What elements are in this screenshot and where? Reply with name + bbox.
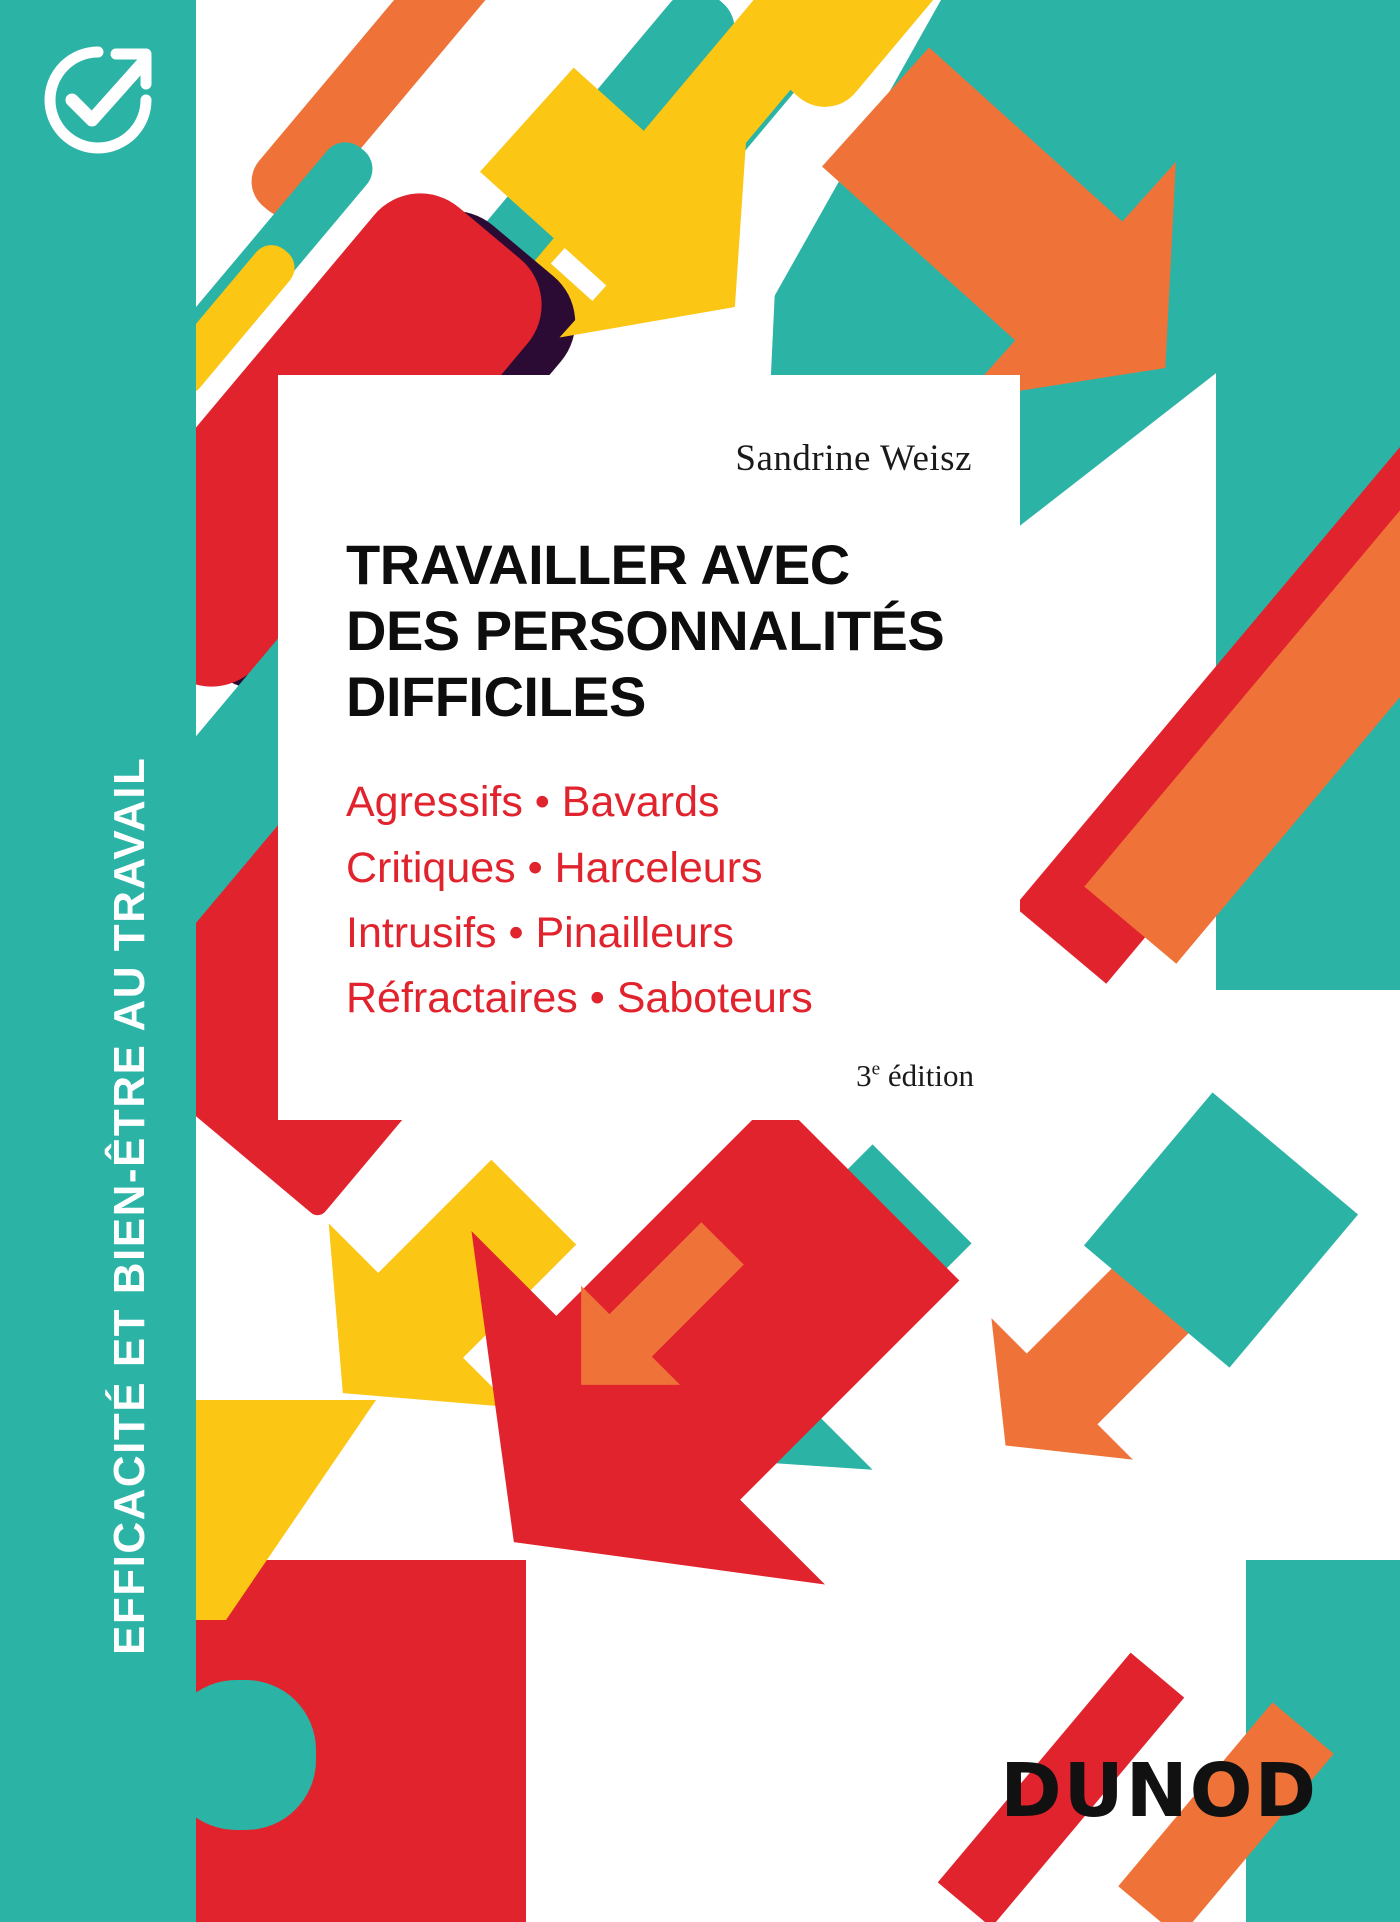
title-line-2: DES PERSONNALITÉS: [346, 599, 945, 663]
title-card: [278, 375, 1020, 1120]
title-line-1: TRAVAILLER AVEC: [346, 533, 850, 596]
subtitle-line-4: Réfractaires • Saboteurs: [346, 974, 813, 1023]
author-name: Sandrine Weisz: [735, 438, 972, 479]
title-line-3: DIFFICILES: [346, 665, 646, 729]
check-circle-arrow-icon: [38, 40, 158, 160]
edition-label: [346, 1058, 980, 1094]
subtitle-line-3: Intrusifs • Pinailleurs: [346, 908, 734, 957]
collection-label: EFFICACITÉ ET BIEN-ÊTRE AU TRAVAIL: [105, 756, 154, 1655]
edition-number: 3: [856, 1057, 872, 1093]
collection-band: [0, 0, 196, 1922]
edition-word: édition: [880, 1057, 974, 1093]
edition-suffix: e: [871, 1058, 881, 1080]
book-title: [346, 532, 980, 730]
subtitle-line-2: Critiques • Harceleurs: [346, 843, 763, 892]
publisher-logo: DUNOD: [1000, 1748, 1318, 1834]
book-subtitle: [346, 770, 980, 1031]
subtitle-line-1: Agressifs • Bavards: [346, 778, 720, 827]
